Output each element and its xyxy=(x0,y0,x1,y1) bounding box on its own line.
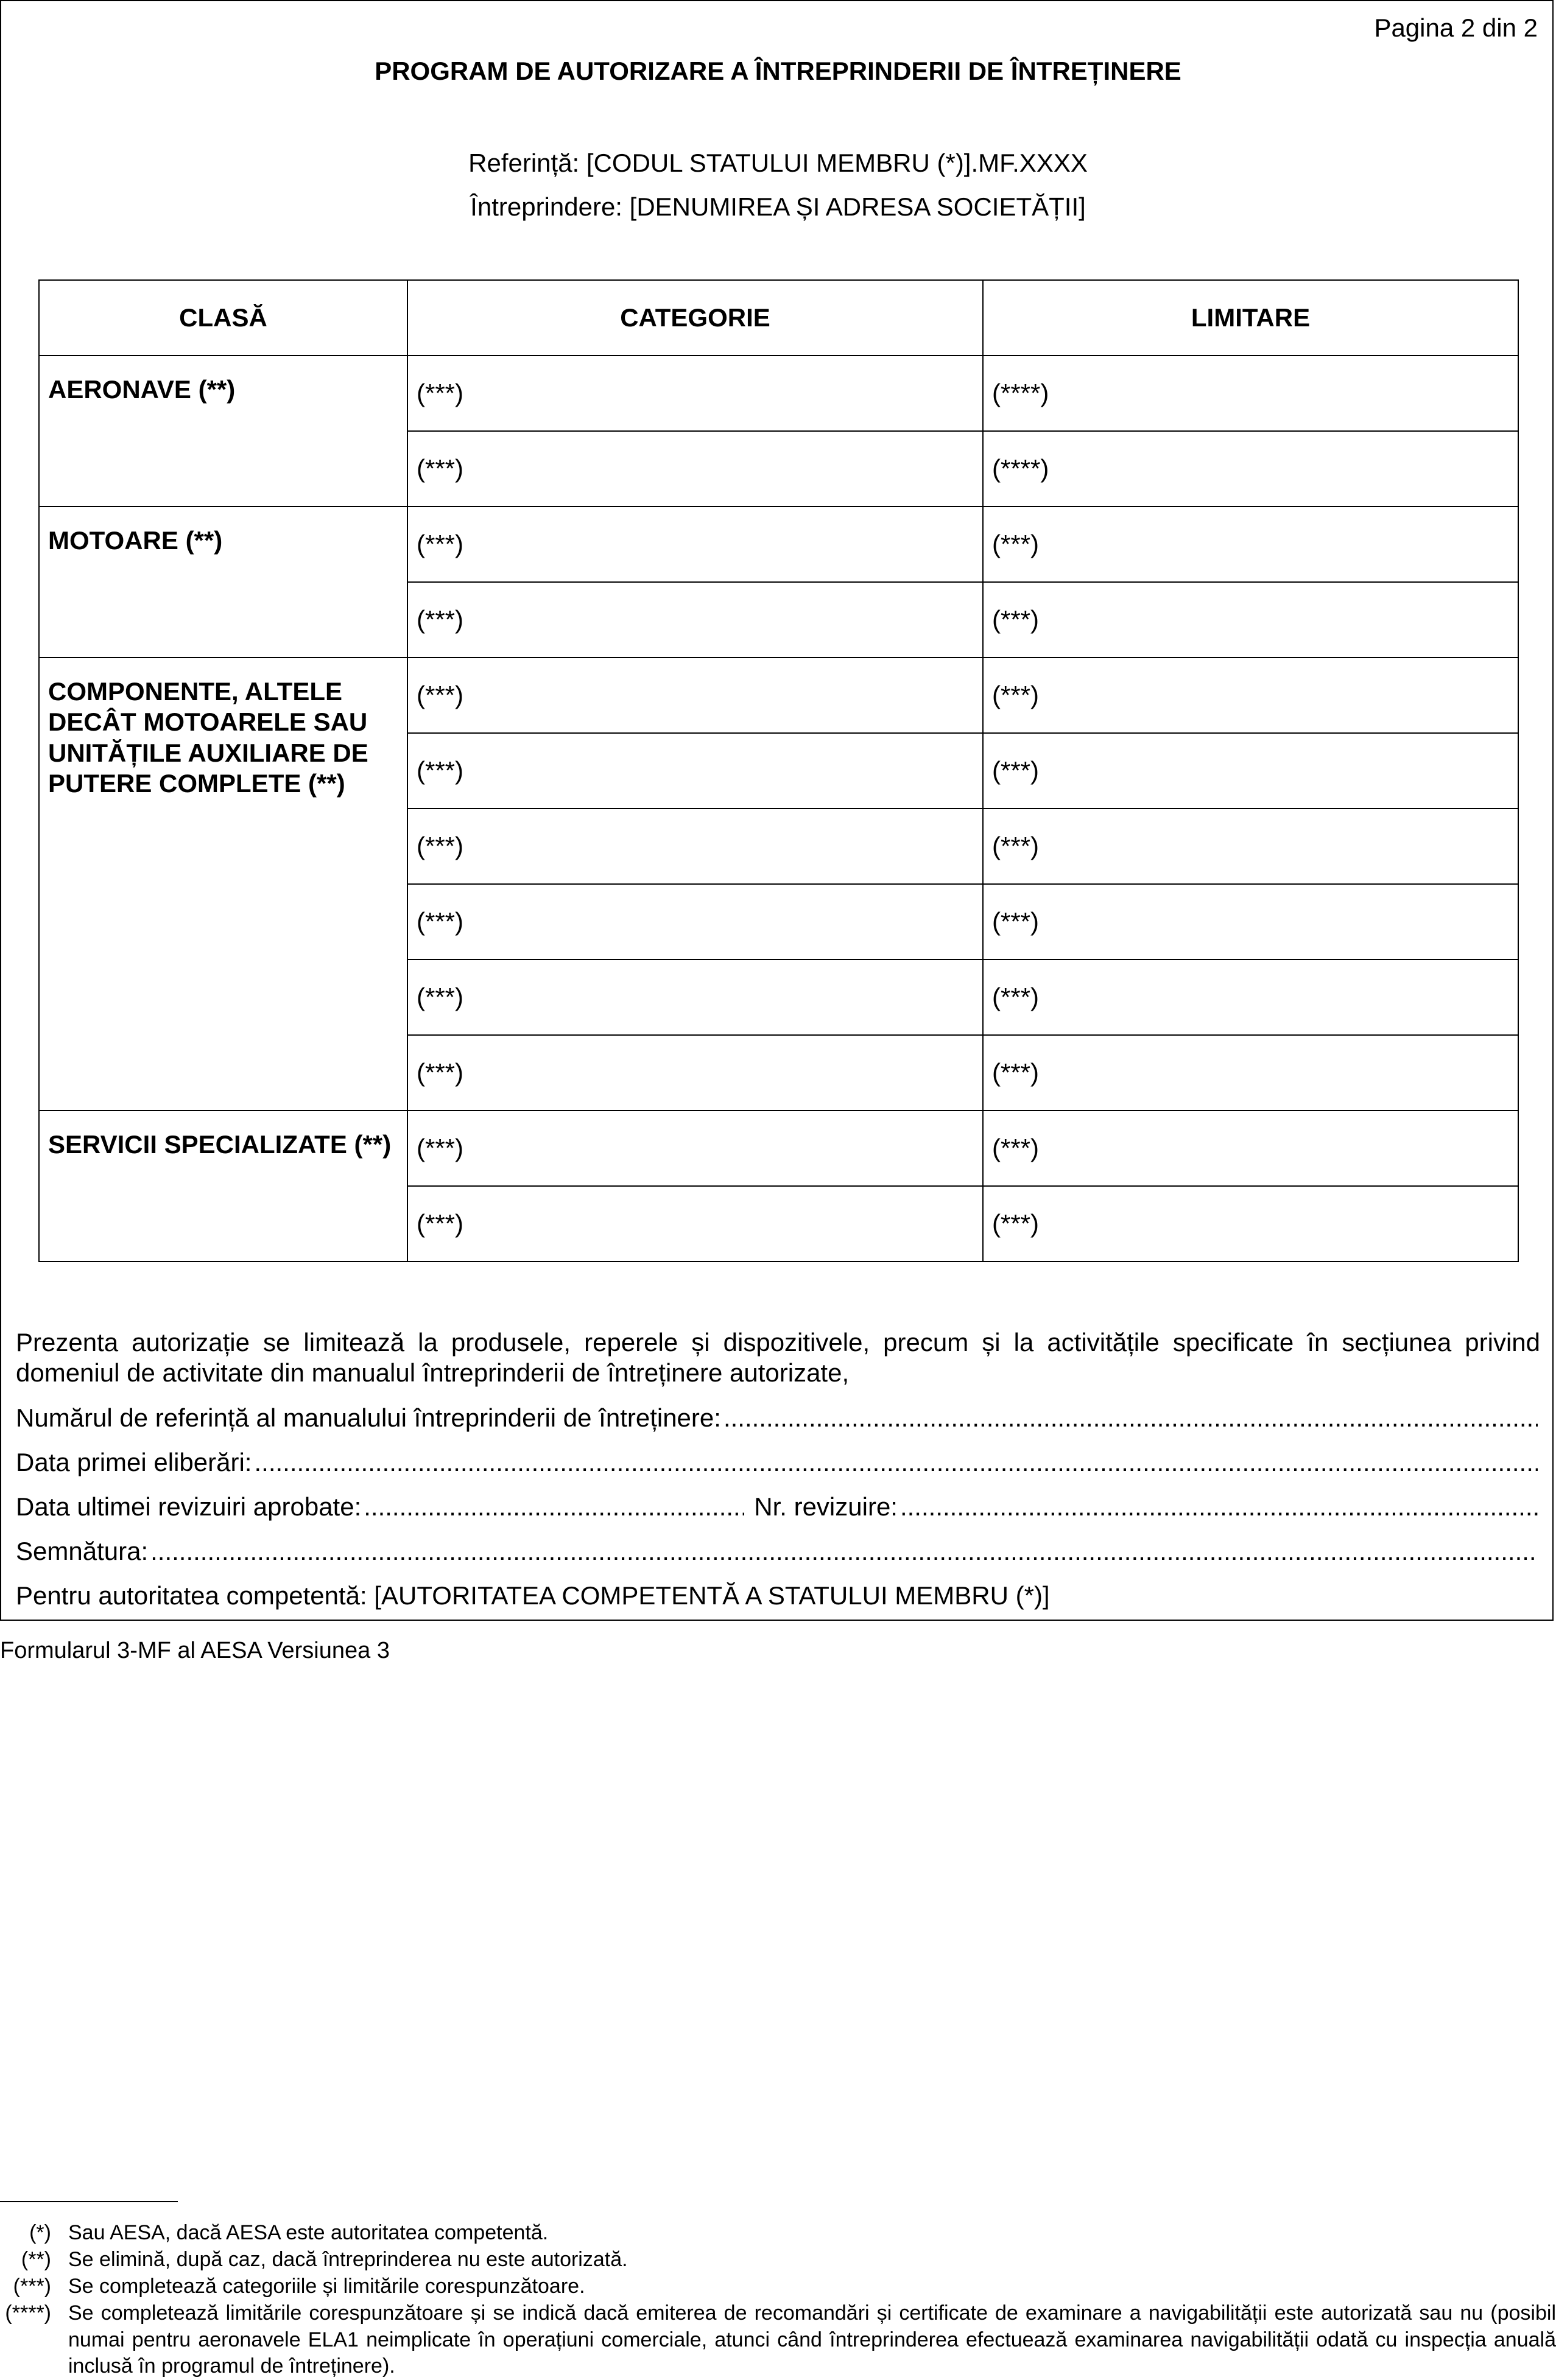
footnote-mark: (*) xyxy=(29,2221,51,2244)
footnote-text: Se elimină, după caz, dacă întreprinderea nu este autorizată. xyxy=(68,2248,628,2271)
limitation-cell: (***) xyxy=(983,960,1518,1035)
class-specialised-services: SERVICII SPECIALIZATE (**) xyxy=(39,1111,407,1262)
category-cell: (***) xyxy=(407,1186,983,1262)
footnote-mark: (****) xyxy=(5,2301,51,2325)
header-category: CATEGORIE xyxy=(407,280,983,356)
first-issue-field[interactable] xyxy=(16,1448,1540,1477)
last-revision-label: Data ultimei revizuiri aprobate: xyxy=(16,1492,362,1521)
limitation-cell: (***) xyxy=(983,809,1518,884)
footnote-text: Sau AESA, dacă AESA este autoritatea competentă. xyxy=(68,2221,549,2244)
category-cell: (***) xyxy=(407,356,983,431)
signature-label: Semnătura: xyxy=(16,1537,149,1565)
limitation-cell: (***) xyxy=(983,733,1518,809)
footnote-mark: (**) xyxy=(21,2248,51,2271)
category-cell: (***) xyxy=(407,431,983,507)
reference-line: Referință: [CODUL STATULUI MEMBRU (*)].MF.XXXX xyxy=(468,149,1088,177)
manual-reference-label: Numărul de referință al manualului întreprinderii de întreținere: xyxy=(16,1403,721,1432)
limitation-cell: (***) xyxy=(983,1035,1518,1111)
form-identifier: Formularul 3-MF al AESA Versiunea 3 xyxy=(0,1638,390,1663)
limitation-cell: (***) xyxy=(983,1111,1518,1186)
fill-in-dots xyxy=(723,1403,1538,1433)
signature-field[interactable] xyxy=(16,1537,1540,1566)
category-cell: (***) xyxy=(407,507,983,582)
first-issue-label: Data primei eliberări: xyxy=(16,1448,252,1476)
category-cell: (***) xyxy=(407,582,983,658)
footnote-text: Se completează limitările corespunzătoare și se indică dacă emiterea de recomandări și certificate de examinare a navigabilității este autorizată sau nu (posibil numai pentru aeronavele ELA1 neimplicate în operațiuni comerciale, atunci când întreprinderea efectuează examinarea navigabilității odată cu inspecția anuală inclusă în programul de întreținere). xyxy=(68,2301,1556,2378)
table-header-row xyxy=(39,280,1518,356)
limitation-cell: (***) xyxy=(983,884,1518,960)
competent-authority-line xyxy=(16,1581,1540,1610)
revision-number-dots[interactable] xyxy=(900,1492,1538,1522)
category-cell: (***) xyxy=(407,733,983,809)
competent-authority-label: Pentru autoritatea competentă: [AUTORITATEA COMPETENTĂ A STATULUI MEMBRU (*)] xyxy=(16,1581,1050,1610)
limitation-cell: (***) xyxy=(983,1186,1518,1262)
last-revision-dots[interactable] xyxy=(364,1492,744,1522)
fill-in-dots xyxy=(150,1537,1538,1566)
limitation-cell: (****) xyxy=(983,431,1518,507)
category-cell: (***) xyxy=(407,809,983,884)
table-row xyxy=(39,507,1518,582)
category-cell: (***) xyxy=(407,658,983,733)
table-row xyxy=(39,658,1518,733)
revision-number-label: Nr. revizuire: xyxy=(754,1492,898,1521)
limitation-cell: (***) xyxy=(983,582,1518,658)
class-components: COMPONENTE, ALTELE DECÂT MOTOARELE SAU UNITĂȚILE AUXILIARE DE PUTERE COMPLETE (**) xyxy=(39,658,407,1111)
manual-reference-field[interactable] xyxy=(16,1403,1540,1433)
limitation-cell: (***) xyxy=(983,658,1518,733)
header-class: CLASĂ xyxy=(39,280,407,356)
category-cell: (***) xyxy=(407,960,983,1035)
limitation-cell: (****) xyxy=(983,356,1518,431)
category-cell: (***) xyxy=(407,884,983,960)
scope-statement: Prezenta autorizație se limitează la produsele, reperele și dispozitivele, precum și la activitățile specificate în secțiunea privind domeniul de activitate din manualul întreprinderii de întreținere autorizate, xyxy=(16,1328,1540,1388)
limitation-cell: (***) xyxy=(983,507,1518,582)
company-line: Întreprindere: [DENUMIREA ȘI ADRESA SOCIETĂȚII] xyxy=(470,192,1086,221)
fill-in-dots xyxy=(254,1448,1538,1477)
class-engines: MOTOARE (**) xyxy=(39,507,407,658)
table-row xyxy=(39,1111,1518,1186)
footnote-separator xyxy=(0,2201,178,2202)
footnote-mark: (***) xyxy=(13,2275,51,2298)
category-cell: (***) xyxy=(407,1035,983,1111)
revision-fields xyxy=(16,1492,1540,1522)
footnote-text: Se completează categoriile și limitările corespunzătoare. xyxy=(68,2275,585,2298)
authorization-table xyxy=(38,279,1519,1262)
category-cell: (***) xyxy=(407,1111,983,1186)
class-aircraft: AERONAVE (**) xyxy=(39,356,407,507)
page-number: Pagina 2 din 2 xyxy=(1374,13,1538,42)
table-row xyxy=(39,356,1518,431)
document-title: PROGRAM DE AUTORIZARE A ÎNTREPRINDERII DE ÎNTREȚINERE xyxy=(375,57,1181,85)
header-limitation: LIMITARE xyxy=(983,280,1518,356)
